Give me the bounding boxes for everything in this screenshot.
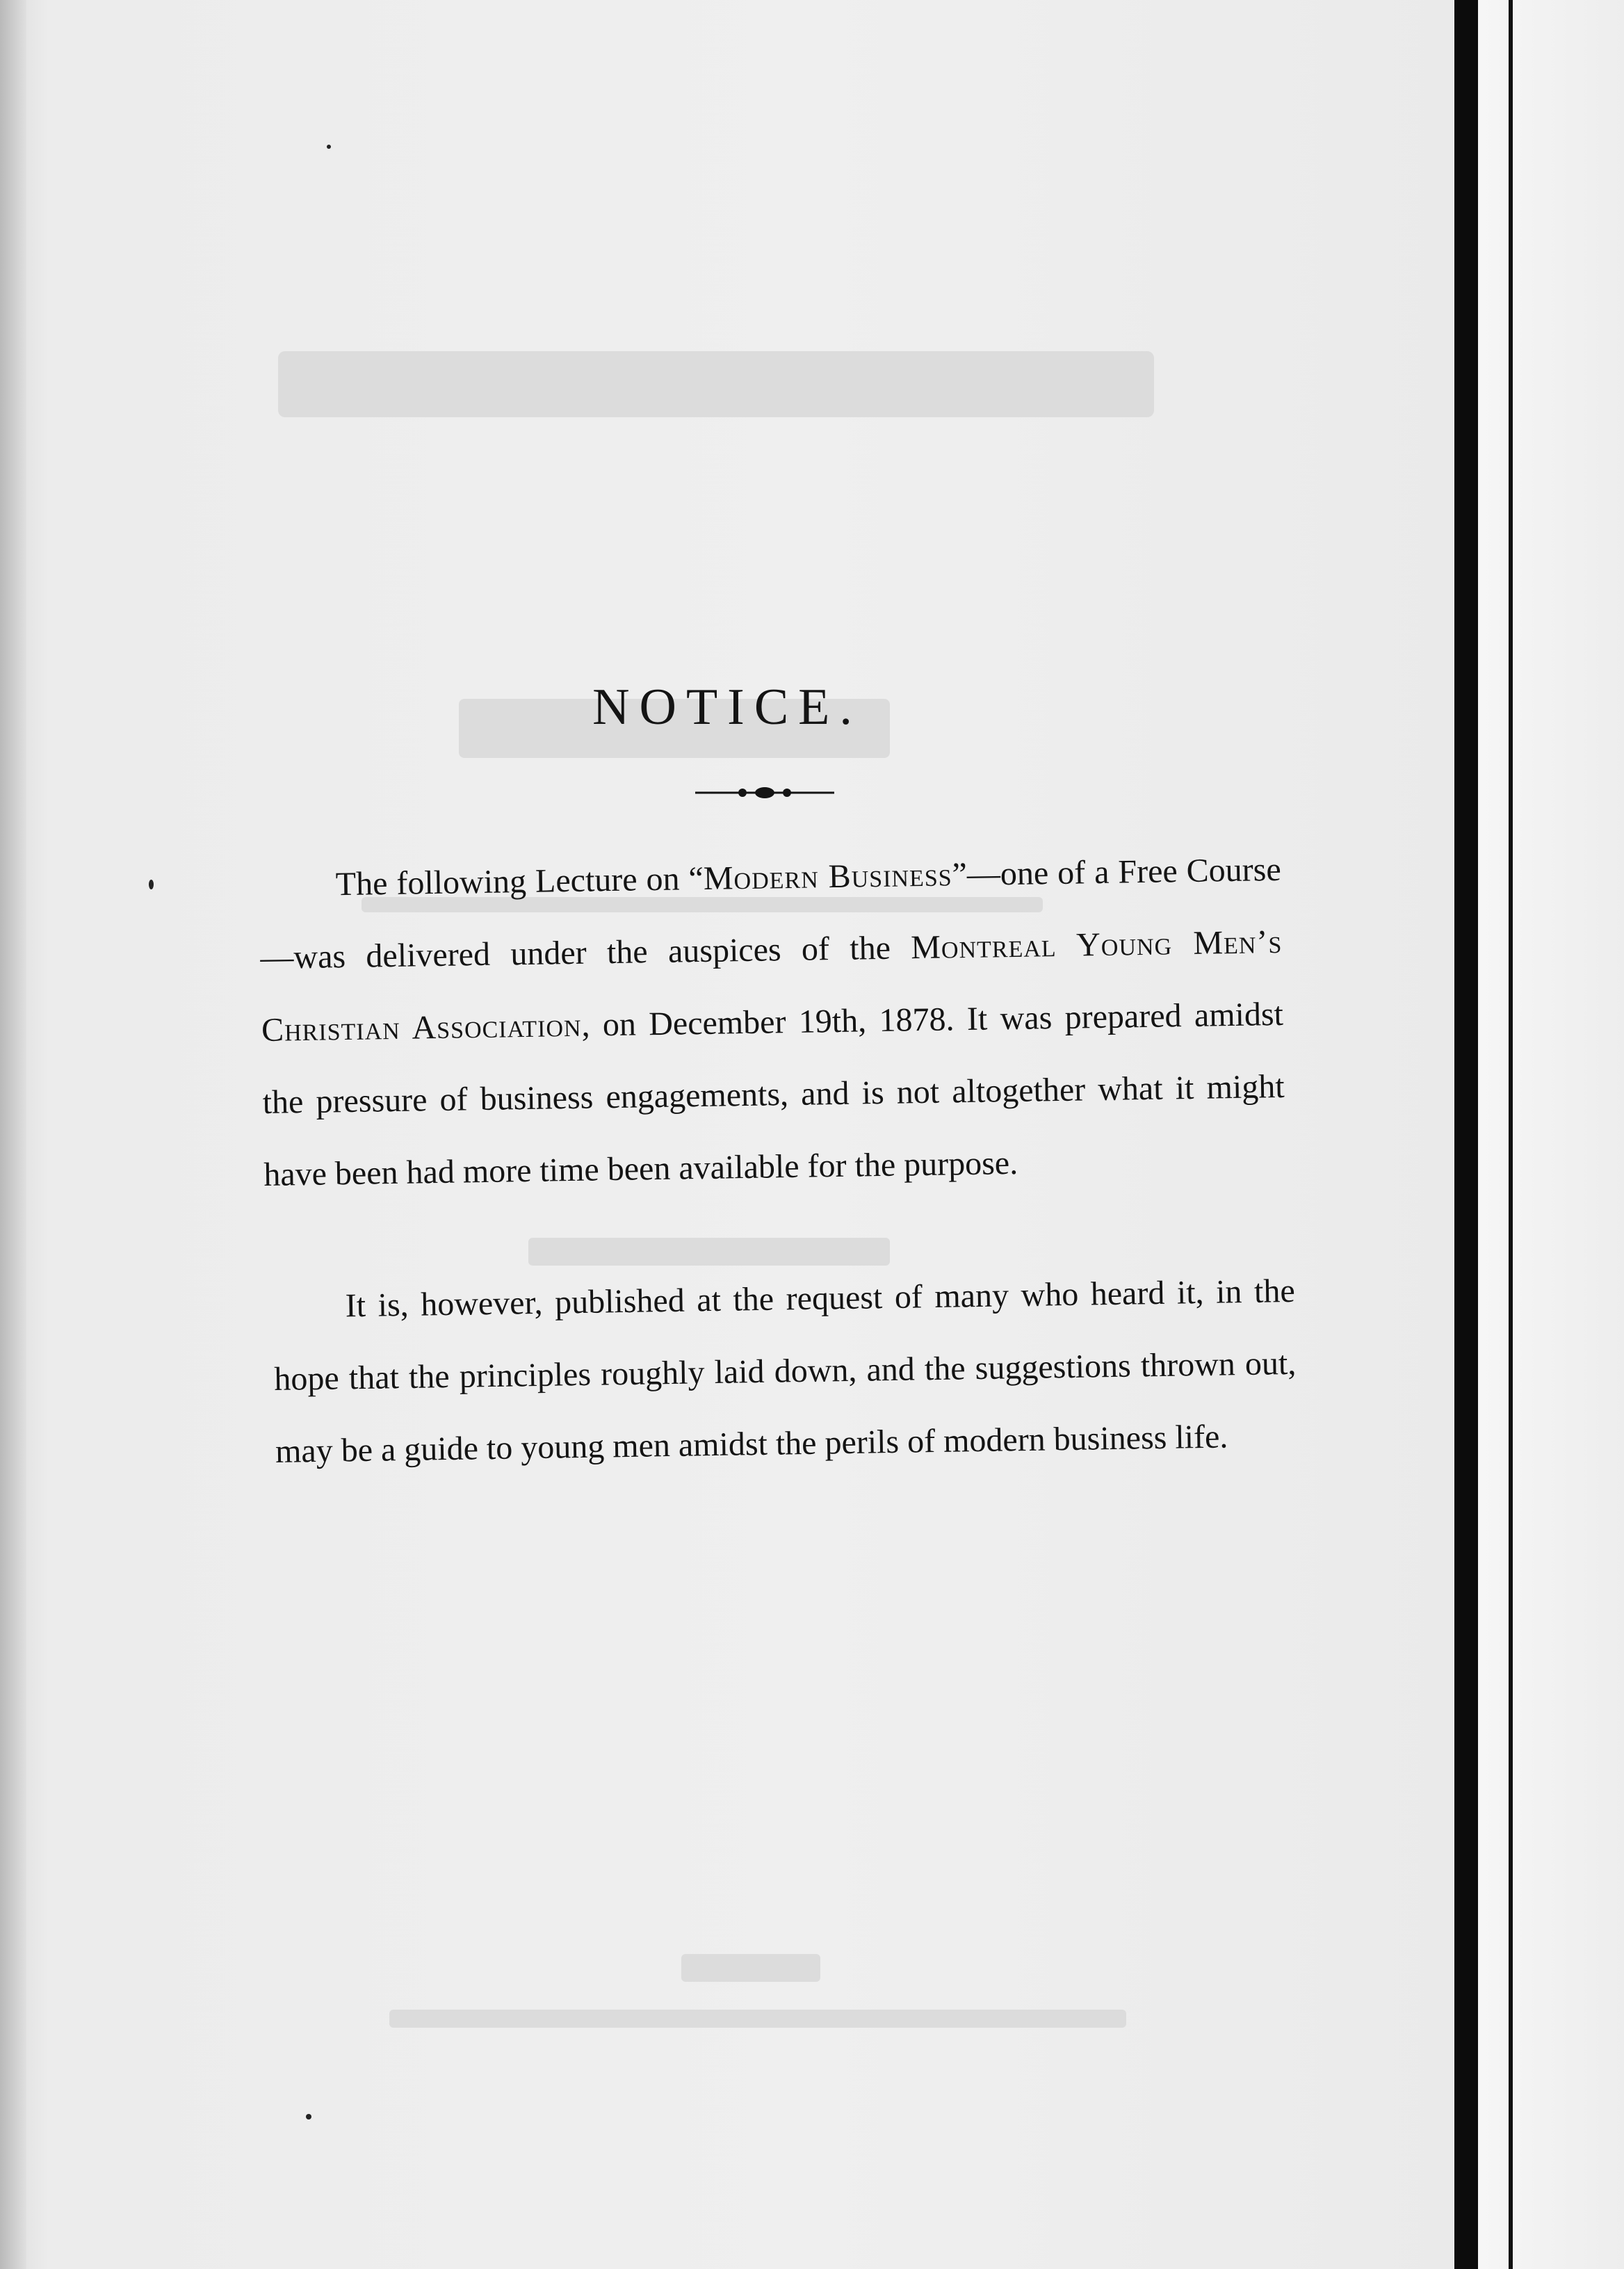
adjacent-page-edge	[1509, 0, 1513, 2269]
scan-speck	[327, 145, 331, 149]
paragraph-intro: The following Lecture on “	[335, 859, 704, 903]
adjacent-page	[1478, 0, 1624, 2269]
paragraph-after-organization: , on December 19th, 1878. It was prepared amidst the pressure of business engagements, and is not altogether what it might have been had more time been available for the purpose.	[262, 995, 1285, 1193]
notice-title: NOTICE.	[592, 679, 862, 736]
scan-speck	[149, 880, 154, 889]
paragraph-after-title: ”—one of a Free Course—was delivered under the auspices of the	[260, 850, 1282, 976]
notice-paragraph-1	[259, 834, 1286, 1211]
organization-name: Montreal Young Men’s Christian Association	[261, 923, 1283, 1049]
notice-paragraph-2: It is, however, published at the request of many who heard it, in the hope that the principles roughly laid down, and the suggestions thrown out, may be a guide to young men amidst the perils of modern business life.	[274, 1272, 1297, 1470]
book-spine-shadow	[1454, 0, 1478, 2269]
scan-speck	[306, 2114, 311, 2119]
ornament-rule	[695, 779, 834, 807]
lecture-title: Modern Business	[703, 856, 952, 897]
